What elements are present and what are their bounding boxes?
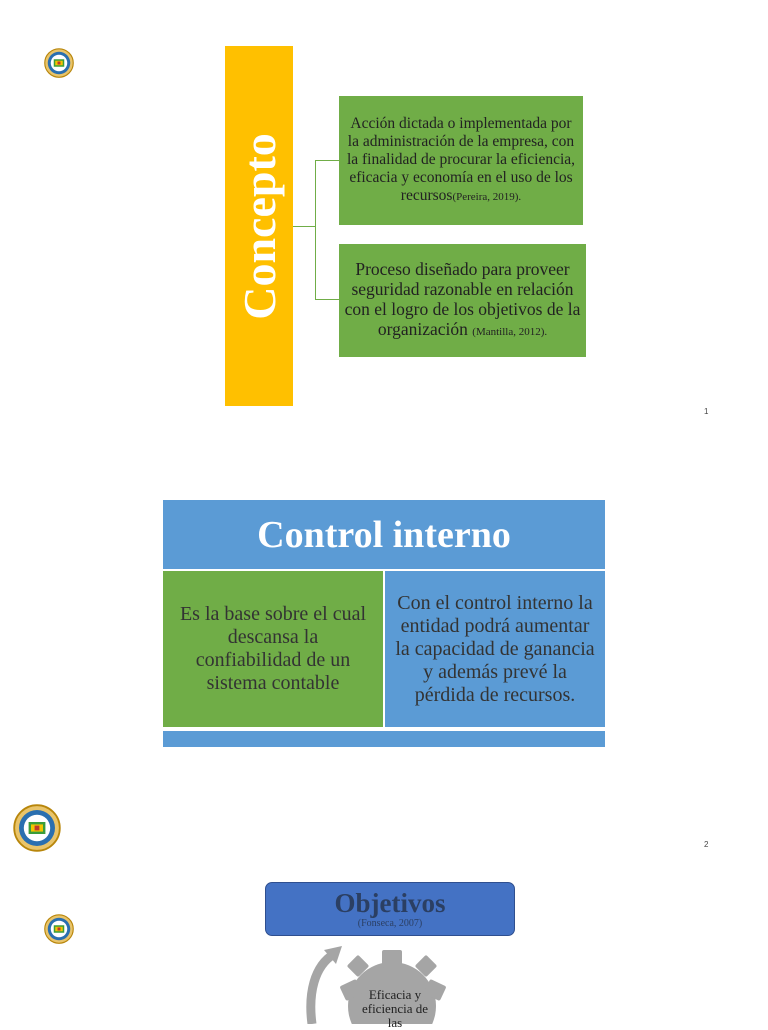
control-interno-left-text: Es la base sobre el cual descansa la confiabilidad de un sistema contable bbox=[163, 571, 383, 727]
concept-banner bbox=[225, 46, 293, 406]
definition-box-1 bbox=[339, 96, 583, 225]
university-seal-logo bbox=[44, 914, 74, 944]
page-number-2: 2 bbox=[704, 840, 709, 849]
definition-box-2 bbox=[339, 244, 586, 357]
objetivos-title-box bbox=[265, 882, 515, 936]
connector-line bbox=[315, 160, 339, 161]
control-interno-title: Control interno bbox=[163, 500, 605, 569]
connector-line bbox=[315, 299, 339, 300]
concept-title: Concepto bbox=[233, 132, 285, 320]
objetivos-title: Objetivos bbox=[334, 888, 446, 918]
control-interno-footer-bar bbox=[163, 731, 605, 747]
gear-text-line: las bbox=[387, 1015, 403, 1030]
definition-1-citation: (Pereira, 2019). bbox=[452, 191, 522, 203]
gear-text-line: eficiencia de bbox=[361, 1001, 429, 1016]
university-seal-logo bbox=[44, 48, 74, 78]
definition-2-citation: (Mantilla, 2012). bbox=[472, 326, 548, 338]
definition-1-text: Acción dictada o implementada por la administración de la empresa, con la finalidad de procurar la eficiencia, eficacia y economía en el uso de los recursos bbox=[346, 115, 576, 204]
connector-line bbox=[293, 226, 315, 227]
objetivos-citation: (Fonseca, 2007) bbox=[357, 918, 423, 929]
page-number-1: 1 bbox=[704, 407, 709, 416]
gear-text-line: Eficacia y bbox=[368, 987, 422, 1002]
connector-line bbox=[315, 160, 316, 299]
university-seal-logo bbox=[13, 804, 61, 852]
definition-2-text: Proceso diseñado para proveer seguridad razonable en relación con el logro de los objetivos de la organización bbox=[344, 259, 581, 339]
control-interno-right-text: Con el control interno la entidad podrá aumentar la capacidad de ganancia y además prevé la pérdida de recursos. bbox=[385, 571, 605, 727]
cycle-arrow bbox=[311, 954, 334, 1024]
